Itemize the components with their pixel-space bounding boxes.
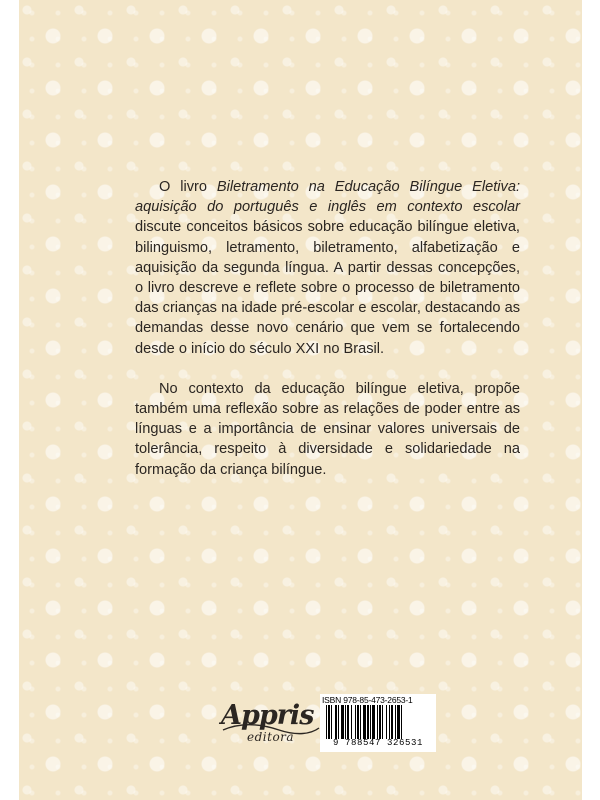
barcode-bar (326, 705, 327, 739)
barcode-bar (372, 705, 375, 739)
book-title: Biletramento na Educação Bilíngue Eletiva: aquisição do português e inglês em contexto escolar (135, 179, 521, 216)
barcode-bar (355, 705, 356, 739)
barcode-bar (357, 705, 359, 739)
barcode-bar (370, 705, 371, 739)
barcode-bar (328, 705, 330, 739)
barcode-bar (338, 705, 339, 739)
barcode-bar (360, 705, 361, 739)
barcode-bar (389, 705, 390, 739)
barcode-bar (397, 705, 400, 739)
barcode-bar (363, 705, 366, 739)
barcode-bars (326, 705, 430, 739)
barcode-bar (347, 705, 349, 739)
blurb-intro: O livro (159, 179, 217, 195)
isbn-label: ISBN 978-85-473-2653-1 (322, 695, 413, 705)
publisher-logo (221, 700, 321, 750)
barcode-bar (367, 705, 369, 739)
barcode-bar (395, 705, 396, 739)
publisher-name: Appris (221, 700, 314, 731)
blurb-body: discute conceitos básicos sobre educação bilíngue eletiva, bilinguismo, letramento, biletramento, alfabetização e aquisição da segunda língua. A partir dessas concepções, o livro descreve e reflete sobre o processo de biletramento das crianças na idade pré-escolar e escolar, destacando as demandas desse novo cenário que vem se fortalecendo desde o início do século XXI no Brasil. (135, 219, 520, 357)
barcode-bar (401, 705, 402, 739)
barcode-bar (379, 705, 381, 739)
barcode-bar (377, 705, 378, 739)
barcode-bar (351, 705, 352, 739)
ean-digits: 9 788547 326531 (332, 738, 423, 748)
back-cover (19, 0, 582, 800)
publisher-sub: editora (247, 730, 295, 744)
barcode-bar (382, 705, 383, 739)
barcode-bar (391, 705, 393, 739)
barcode-bar (341, 705, 344, 739)
barcode-bar (331, 705, 332, 739)
barcode-bar (335, 705, 337, 739)
isbn-barcode (320, 694, 436, 752)
blurb-text (135, 177, 520, 480)
barcode-bar (345, 705, 346, 739)
blurb-paragraph-1 (135, 177, 520, 359)
blurb-paragraph-2: No contexto da educação bilíngue eletiva, propõe também uma reflexão sobre as relações de poder entre as línguas e a importância de ensinar valores universais de tolerância, respeito à diversidade e solidariedade na formação da criança bilíngue. (135, 380, 520, 478)
barcode-bar (386, 705, 387, 739)
